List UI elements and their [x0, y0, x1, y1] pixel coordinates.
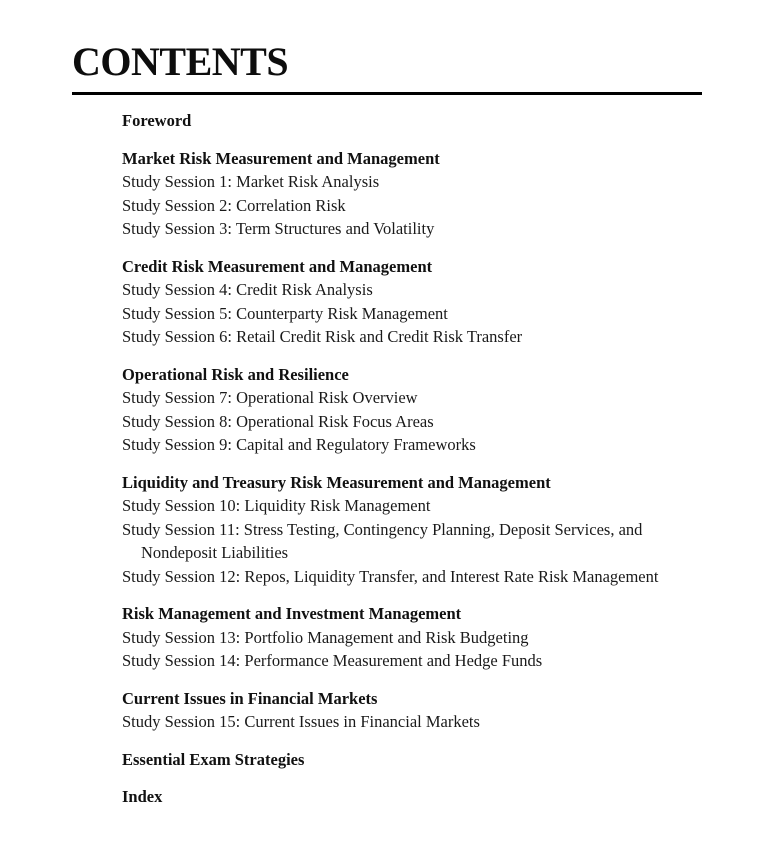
toc-entry: Study Session 1: Market Risk Analysis [122, 172, 380, 191]
toc-section-heading: Essential Exam Strategies [122, 749, 305, 769]
toc-entry: Study Session 6: Retail Credit Risk and Credit Risk Transfer [122, 327, 523, 346]
toc-entry: Study Session 9: Capital and Regulatory Frameworks [122, 435, 476, 454]
toc-section [122, 687, 707, 734]
toc-section [122, 363, 707, 457]
toc-sections [122, 109, 707, 809]
toc-entry: Study Session 11: Stress Testing, Contingency Planning, Deposit Services, and Nondeposit Liabilities [122, 519, 643, 562]
table-of-contents [122, 109, 707, 809]
page-title: CONTENTS [72, 39, 289, 84]
toc-section-heading: Risk Management and Investment Management [122, 604, 462, 623]
toc-section [122, 255, 707, 349]
toc-section [122, 471, 707, 589]
toc-section-heading: Market Risk Measurement and Management [122, 148, 440, 168]
toc-section [122, 147, 707, 241]
toc-entry: Study Session 15: Current Issues in Financial Markets [122, 712, 480, 731]
toc-entry: Study Session 5: Counterparty Risk Management [122, 303, 448, 323]
toc-section-heading: Credit Risk Measurement and Management [122, 256, 433, 276]
toc-entry: Study Session 10: Liquidity Risk Management [122, 496, 431, 515]
toc-section-heading: Operational Risk and Resilience [122, 364, 349, 384]
toc-section [122, 602, 707, 673]
toc-section-heading: Liquidity and Treasury Risk Measurement and Management [122, 472, 551, 492]
toc-entry: Study Session 14: Performance Measurement and Hedge Funds [122, 651, 543, 670]
title-rule [72, 92, 702, 95]
toc-entry: Study Session 4: Credit Risk Analysis [122, 280, 373, 299]
toc-section [122, 748, 707, 772]
toc-section-heading: Current Issues in Financial Markets [122, 688, 378, 708]
toc-entry: Study Session 3: Term Structures and Volatility [122, 219, 435, 238]
toc-entry: Study Session 13: Portfolio Management and Risk Budgeting [122, 627, 529, 647]
toc-section-heading: Foreword [122, 111, 192, 130]
toc-section [122, 785, 707, 809]
toc-entry: Study Session 7: Operational Risk Overview [122, 388, 418, 407]
toc-section-heading: Index [122, 787, 163, 806]
toc-entry: Study Session 8: Operational Risk Focus Areas [122, 411, 434, 431]
toc-section [122, 109, 707, 133]
toc-entry: Study Session 12: Repos, Liquidity Transfer, and Interest Rate Risk Management [122, 566, 659, 586]
toc-entry: Study Session 2: Correlation Risk [122, 195, 346, 215]
